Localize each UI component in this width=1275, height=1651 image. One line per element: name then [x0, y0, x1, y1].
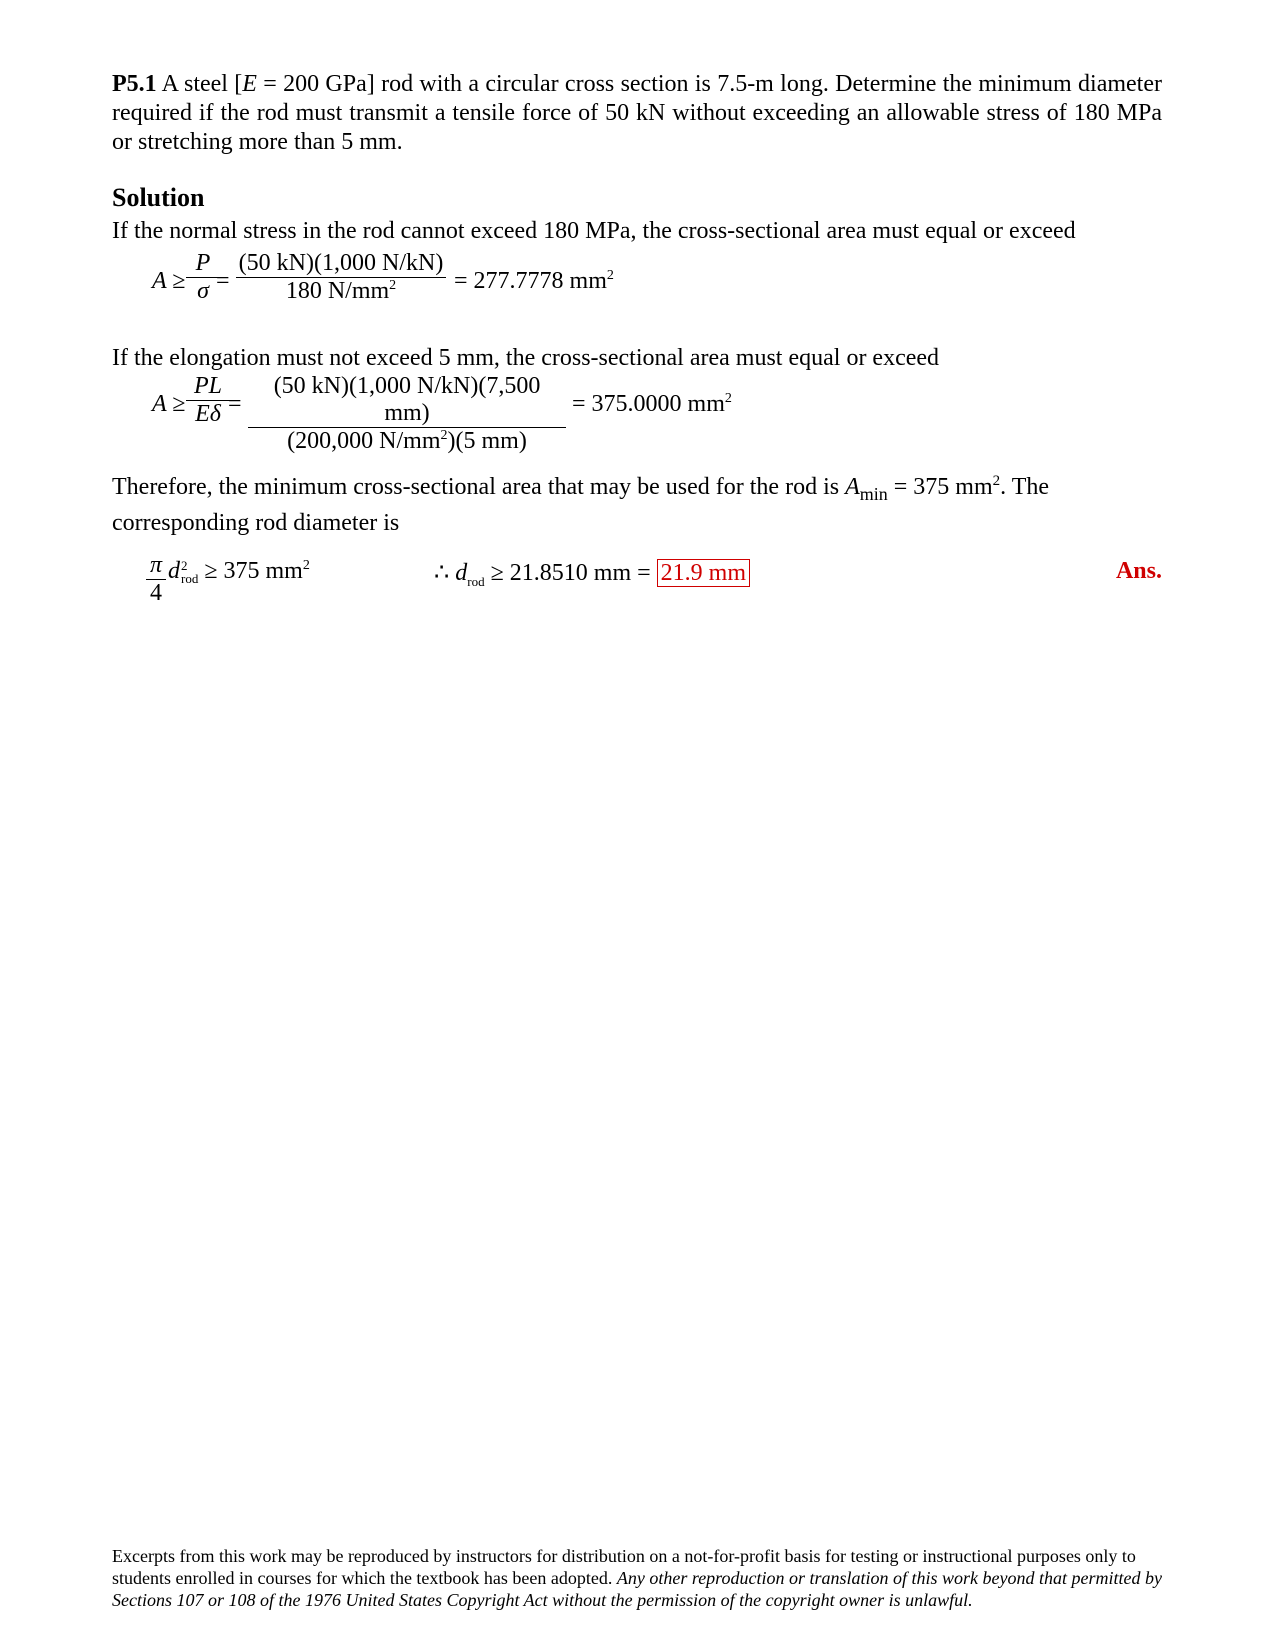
- diameter-result: ∴ $d_{rod} \ge 21.8510$ mm = 21.9 mm: [434, 558, 750, 590]
- area-inequality: d 2 rod ≥ 375 $mm^2$: [168, 557, 310, 587]
- area-symbol: A: [845, 474, 860, 500]
- eq2-lhs: A ≥: [152, 391, 186, 417]
- eq2-equals: =: [228, 391, 242, 417]
- problem-label: P5.1: [112, 71, 157, 97]
- eq1-result: = 277.7778 $mm^2$: [454, 268, 614, 294]
- eq2-frac1-den: Eδ: [195, 401, 221, 427]
- solution-heading: Solution: [112, 183, 205, 212]
- answer-label: Ans.: [1115, 557, 1162, 584]
- stress-paragraph: If the normal stress in the rod cannot exceed 180 MPa, the cross-sectional area must equal or exceed: [112, 218, 1076, 244]
- eq1-frac1-den: σ: [197, 278, 209, 304]
- modulus-symbol: E: [242, 71, 257, 97]
- pi-symbol: π: [149, 551, 163, 578]
- eq1-frac2-num: (50 kN)(1,000 N/kN): [238, 250, 444, 276]
- eq2-frac2-num: (50 kN)(1,000 N/kN)(7,500 mm): [273, 373, 541, 426]
- copyright-footer: [112, 1545, 1162, 1611]
- problem-statement: [112, 70, 1162, 157]
- stress-equation: [112, 246, 1162, 318]
- eq2-result: = 375.0000 $mm^2$: [572, 391, 732, 417]
- eq1-lhs: A ≥: [152, 268, 186, 294]
- footer-text: Excerpts from this work may be reproduced by instructors for distribution on a not-for-profit basis for testing or instructional purposes only to students enrolled in courses for which the textbook has been adopted.: [112, 1546, 1136, 1588]
- eq1-fraction-values: [236, 250, 446, 305]
- eq2-fraction-values: [248, 373, 566, 455]
- eq2-fraction-pl-edelta: [186, 373, 230, 428]
- document-page: [112, 70, 1162, 614]
- eq1-equals: =: [216, 268, 230, 294]
- answer-box: 21.9 mm: [657, 559, 750, 587]
- eq2-frac2-den: (200,000 $N/mm^2)(5$ mm): [287, 428, 527, 454]
- elongation-equation: [112, 373, 1162, 454]
- elongation-paragraph: If the elongation must not exceed 5 mm, the cross-sectional area must equal or exceed: [112, 345, 940, 371]
- problem-text-a: A steel [: [156, 71, 243, 97]
- conclusion-paragraph: Therefore, the minimum cross-sectional area that may be used for the rod is $A_{min} = 375$ $mm^2$. The corresponding rod diameter is: [112, 473, 1050, 536]
- pi-over-4-fraction: [146, 552, 166, 607]
- diameter-equation: [112, 548, 1162, 614]
- problem-text-b: = 200 GPa] rod with a circular cross section is 7.5-m long. Determine the minimum diameter required if the rod must transmit a tensile force of 50 kN without exceeding an allowable stress of 180 MPa or stretching more than 5 mm.: [112, 71, 1162, 155]
- footer-italic-text: Any other reproduction or translation of this work beyond that permitted by Sections 107 or 108 of the 1976 United States Copyright Act without the permission of the copyright owner is unlawful.: [112, 1568, 1162, 1610]
- eq1-fraction-p-sigma: [186, 250, 220, 305]
- eq1-frac1-num: P: [195, 250, 211, 276]
- eq2-frac1-num: PL: [193, 373, 222, 399]
- four-denominator: 4: [150, 579, 162, 606]
- eq1-frac2-den: 180 $N/mm^2$: [285, 278, 397, 304]
